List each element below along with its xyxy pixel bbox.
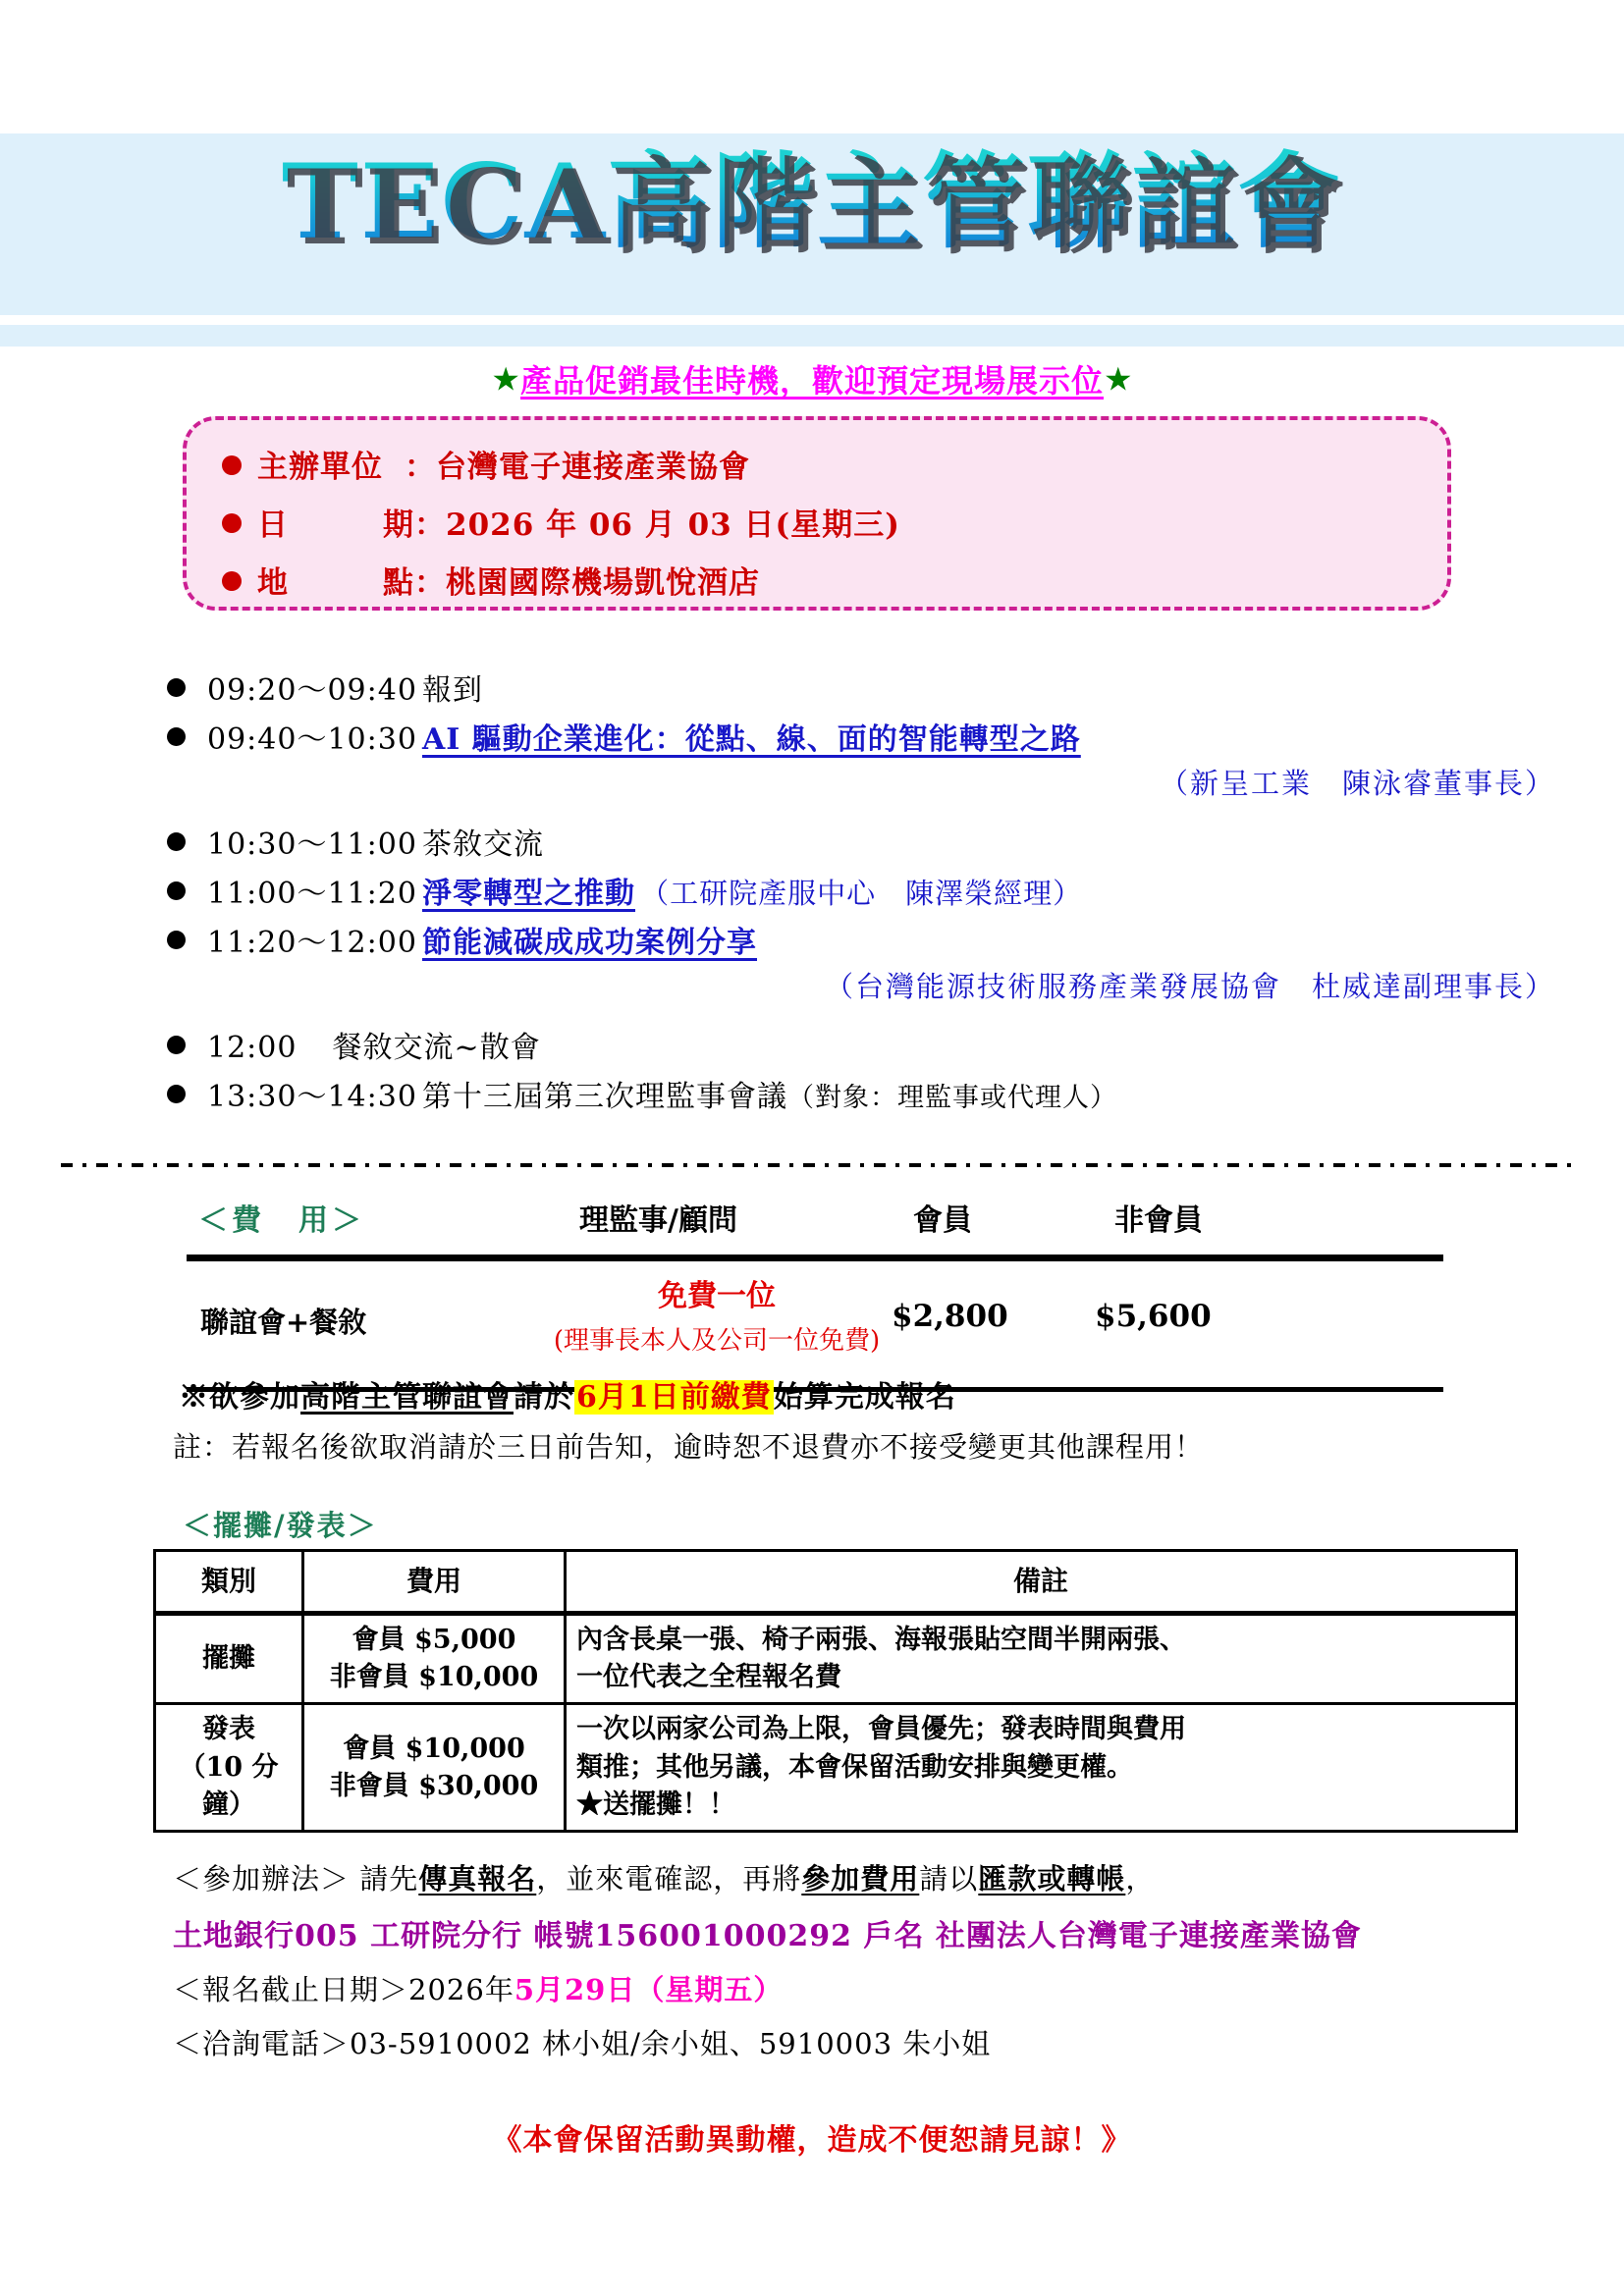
header-band-sub bbox=[0, 325, 1624, 347]
fee-nonmember-value: $5,600 bbox=[1095, 1299, 1212, 1334]
method-fee-underlined: 參加費用 bbox=[801, 1862, 920, 1896]
booth-col-note: 備註 bbox=[566, 1551, 1517, 1614]
agenda-time: 13:30～14:30 bbox=[207, 1080, 417, 1114]
booth-table bbox=[153, 1549, 1518, 1833]
fee-member-value: $2,800 bbox=[892, 1299, 1008, 1334]
bullet-dot-icon bbox=[167, 1036, 186, 1054]
booth-row2-note bbox=[566, 1704, 1517, 1832]
paynote-suffix: 始算完成報名 bbox=[773, 1380, 956, 1415]
event-value-venue: 桃園國際機場凱悅酒店 bbox=[446, 565, 760, 601]
method-label: ＜參加辦法＞ bbox=[173, 1862, 351, 1896]
bullet-dot-icon bbox=[222, 513, 242, 533]
booth-row2-type-line2: （10 分鐘） bbox=[179, 1751, 279, 1821]
event-label-date: 日 期 bbox=[257, 507, 414, 543]
page-title-wrap bbox=[0, 137, 1624, 266]
booth-row2-type-line1: 發表 bbox=[202, 1714, 255, 1745]
booth-row2-fee-nonmember: 非會員 $30,000 bbox=[329, 1770, 539, 1801]
agenda-item-5 bbox=[167, 918, 1561, 1005]
agenda-time: 10:30～11:00 bbox=[207, 828, 417, 862]
bullet-dot-icon bbox=[167, 832, 186, 851]
promo-text: 產品促銷最佳時機，歡迎預定現場展示位 bbox=[519, 362, 1104, 400]
fee-col-nonmember: 非會員 bbox=[1114, 1203, 1203, 1238]
fee-row-category: 聯誼會+餐敘 bbox=[200, 1306, 367, 1339]
event-row-venue bbox=[222, 558, 760, 602]
deadline-date: 5月29日 bbox=[514, 1973, 636, 2006]
agenda-item-2 bbox=[167, 715, 1561, 802]
agenda-time: 11:00～11:20 bbox=[207, 877, 417, 911]
booth-section-label: ＜擺攤/發表＞ bbox=[183, 1509, 378, 1542]
bullet-dot-icon bbox=[167, 881, 186, 900]
event-value-date: 2026 年 06 月 03 日(星期三) bbox=[446, 507, 900, 543]
deadline-line bbox=[173, 1968, 1567, 2008]
booth-row1-fee bbox=[303, 1613, 566, 1704]
method-p1: 請先 bbox=[359, 1862, 419, 1896]
method-p2: ，並來電確認，再將 bbox=[536, 1862, 802, 1896]
agenda-topic: 餐敘交流~散會 bbox=[301, 1031, 541, 1065]
bullet-dot-icon bbox=[222, 455, 242, 475]
event-row-organizer bbox=[222, 442, 750, 486]
method-p4: ， bbox=[1125, 1862, 1156, 1896]
fee-table bbox=[187, 1196, 1443, 1392]
deadline-label: ＜報名截止日期＞ bbox=[173, 1973, 409, 2006]
agenda-item-7 bbox=[167, 1072, 1561, 1115]
booth-table-header-row bbox=[155, 1551, 1517, 1614]
agenda-list bbox=[167, 666, 1561, 1121]
event-sep-organizer: ： bbox=[405, 450, 436, 485]
agenda-topic-link[interactable]: 淨零轉型之推動 bbox=[422, 877, 636, 911]
event-sep-date: ： bbox=[414, 507, 446, 543]
fee-col-director: 理監事/顧問 bbox=[579, 1203, 737, 1238]
agenda-item-6 bbox=[167, 1023, 1561, 1066]
fee-col-member: 會員 bbox=[913, 1203, 972, 1238]
method-fax-underlined: 傳真報名 bbox=[418, 1862, 537, 1896]
agenda-time: 12:00 bbox=[207, 1031, 298, 1065]
fee-table-header bbox=[187, 1196, 1443, 1255]
agenda-time: 09:20～09:40 bbox=[207, 673, 417, 708]
booth-row2-type bbox=[155, 1704, 303, 1832]
agenda-audience-note: （對象：理監事或代理人） bbox=[787, 1083, 1118, 1113]
agenda-time: 11:20～12:00 bbox=[207, 926, 417, 960]
booth-row2-note-line2: 類推；其他另議，本會保留活動安排與變更權。 bbox=[576, 1751, 1133, 1783]
deadline-year: 2026年 bbox=[408, 1973, 514, 2006]
bullet-dot-icon bbox=[222, 571, 242, 591]
registration-method-line bbox=[173, 1857, 1567, 1897]
paynote-highlight: 6月1日前繳費 bbox=[576, 1380, 772, 1415]
deadline-day: （星期五） bbox=[635, 1973, 784, 2006]
booth-row1-fee-nonmember: 非會員 $10,000 bbox=[329, 1662, 539, 1693]
page-title: TECA高階主管聯誼會 bbox=[282, 137, 1342, 266]
event-label-venue: 地 點 bbox=[257, 565, 414, 601]
paynote-prefix: ※欲參加 bbox=[179, 1380, 300, 1415]
booth-row2-fee bbox=[303, 1704, 566, 1832]
bullet-dot-icon bbox=[167, 727, 186, 746]
booth-row1-note-line1: 內含長桌一張、椅子兩張、海報張貼空間半開兩張、 bbox=[576, 1624, 1186, 1655]
event-sep-venue: ： bbox=[414, 565, 446, 601]
agenda-item-4 bbox=[167, 869, 1561, 912]
agenda-speaker: （台灣能源技術服務產業發展協會 杜威達副理事長） bbox=[824, 970, 1555, 1003]
paynote-middle: 請於 bbox=[514, 1380, 574, 1415]
booth-row1-note-line2: 一位代表之全程報名費 bbox=[576, 1662, 841, 1693]
agenda-topic-link[interactable]: 節能減碳成成功案例分享 bbox=[422, 926, 758, 960]
method-transfer-underlined: 匯款或轉帳 bbox=[978, 1862, 1126, 1896]
phone-value: 03-5910002 林小姐/余小姐、5910003 朱小姐 bbox=[350, 2027, 992, 2060]
event-label-organizer: 主辦單位 bbox=[257, 450, 383, 485]
fee-table-row bbox=[187, 1261, 1443, 1387]
booth-row2-fee-member: 會員 $10,000 bbox=[343, 1733, 525, 1764]
phone-label: ＜洽詢電話＞ bbox=[173, 2027, 351, 2060]
table-row bbox=[155, 1613, 1517, 1704]
booth-col-type: 類別 bbox=[155, 1551, 303, 1614]
fee-director-value: 免費一位 bbox=[658, 1279, 776, 1313]
event-info-box bbox=[183, 416, 1451, 611]
booth-row2-note-line3: ★送擺攤！！ bbox=[576, 1789, 735, 1821]
star-icon-right: ★ bbox=[1104, 359, 1133, 399]
booth-row1-fee-member: 會員 $5,000 bbox=[352, 1624, 516, 1655]
event-value-organizer: 台灣電子連接產業協會 bbox=[436, 450, 750, 485]
star-icon-left: ★ bbox=[491, 359, 520, 399]
bank-account-line: 土地銀行005 工研院分行 帳號156001000292 戶名 社團法人台灣電子連接產業協會 bbox=[173, 1919, 1362, 1953]
section-divider bbox=[61, 1163, 1573, 1167]
contact-phone-line bbox=[173, 2022, 1567, 2062]
table-row bbox=[155, 1704, 1517, 1832]
agenda-item-3 bbox=[167, 820, 1561, 863]
agenda-topic: 報到 bbox=[422, 673, 484, 708]
agenda-topic-link[interactable]: AI 驅動企業進化：從點、線、面的智能轉型之路 bbox=[422, 722, 1081, 757]
bullet-dot-icon bbox=[167, 931, 186, 949]
agenda-inline-speaker: （工研院產服中心 陳澤榮經理） bbox=[640, 877, 1083, 910]
agenda-topic: 茶敘交流 bbox=[422, 828, 545, 862]
agenda-speaker: （新呈工業 陳泳睿董事長） bbox=[1159, 767, 1555, 800]
paynote-underlined: 高階主管聯誼會 bbox=[300, 1380, 514, 1415]
payment-deadline-note bbox=[179, 1372, 956, 1415]
agenda-topic: 第十三屆第三次理監事會議 bbox=[422, 1080, 788, 1114]
fee-section-label: ＜費 用＞ bbox=[198, 1203, 365, 1238]
method-p3: 請以 bbox=[919, 1862, 979, 1896]
booth-col-fee: 費用 bbox=[303, 1551, 566, 1614]
cancellation-note: 註：若報名後欲取消請於三日前告知，逾時恕不退費亦不接受變更其他課程用！ bbox=[173, 1430, 1205, 1464]
agenda-time: 09:40～10:30 bbox=[207, 722, 417, 757]
disclaimer-footer: 《本會保留活動異動權，造成不便恕請見諒！》 bbox=[492, 2123, 1132, 2158]
booth-row2-note-line1: 一次以兩家公司為上限，會員優先；發表時間與費用 bbox=[576, 1714, 1186, 1745]
fee-director-note: (理事長本人及公司一位免費) bbox=[553, 1326, 881, 1356]
agenda-item-1 bbox=[167, 666, 1561, 709]
fee-table-rule-top bbox=[187, 1255, 1443, 1261]
booth-row1-note bbox=[566, 1613, 1517, 1704]
event-row-date bbox=[222, 500, 900, 544]
bullet-dot-icon bbox=[167, 678, 186, 697]
registration-info bbox=[173, 1857, 1567, 2076]
bullet-dot-icon bbox=[167, 1085, 186, 1103]
promo-line bbox=[0, 356, 1624, 401]
booth-row1-type: 擺攤 bbox=[155, 1613, 303, 1704]
